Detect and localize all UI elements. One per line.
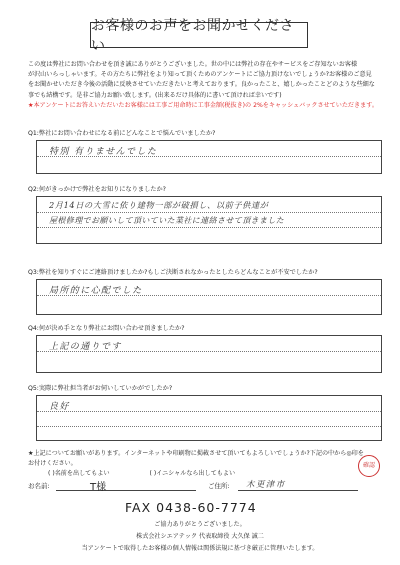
answer-2-text-line2: 屋根修理でお願いして頂いていた業社に連絡させて頂きました [49, 216, 285, 225]
consent-option-name[interactable]: ( )名前を出してもよい [48, 470, 110, 477]
cashback-note: ★本アンケートにお答えいただいたお客様には工事ご用命時に工事金額(税抜き)の 2%をキャッシュバックさせていただきます。 [28, 101, 378, 109]
answer-1-text: 特別 有りませんでした [49, 147, 158, 157]
consent-option-initial[interactable]: ( )イニシャルなら出してもよい [149, 470, 236, 477]
company-text: 株式会社シエアテック 代表取締役 大久保 誠二 [136, 533, 264, 540]
answer-2-box [36, 196, 382, 244]
name-value: T様 [90, 482, 107, 493]
answer-3-box [36, 279, 382, 315]
answer-4-box [36, 335, 382, 373]
name-address-row [28, 478, 382, 494]
question-2-label: Q2:何がきっかけで弊社をお知りになりましたか? [28, 186, 166, 193]
question-5-label: Q5:実際に弊社担当者がお伺いしていかがでしたか? [28, 385, 173, 392]
intro-line: をお聞かせいただき今後の活動に反映させていただきたいと考えております。良かったこと、嬉しかったことどのような些細な [28, 81, 375, 89]
name-label: お名前: [28, 482, 50, 490]
address-value: 木更津市 [246, 480, 286, 490]
thanks-text: ご協力ありがとうございました。 [154, 521, 246, 528]
answer-5-text: 良好 [49, 402, 70, 412]
privacy-text: 当アンケートで取得したお客様の個人情報は関係法規に基づき厳正に管理いたします。 [81, 545, 319, 552]
answer-5-box [36, 395, 382, 441]
publication-consent [28, 450, 378, 479]
confirmation-stamp: 確認 [358, 455, 380, 477]
question-1-label: Q1:弊社にお問い合わせになる前にどんなことで悩んでいましたか? [28, 130, 216, 137]
consent-text-2: お付けください。 [28, 460, 77, 467]
answer-2-text-line1: 2月14日の大雪に依り建物一部が破損し、以前子供達が [49, 200, 269, 210]
consent-text: ★上記についてお願いがあります。インターネットや印刷物に掲載させて頂いてもよろしいでしょうか?下記の中から◎印を [28, 450, 364, 457]
answer-4-text: 上記の通りです [49, 342, 122, 352]
intro-line: 事でも結構です。是非ご協力お願い致します。(出来るだけ具体的に書いて頂ければ幸いです) [28, 91, 282, 99]
answer-1-box [36, 140, 382, 174]
intro-line: が沢山いらっしゃいます。その方たちに弊社をより知って頂くためのアンケートにご協力頂けないでしょうか?お客様のご意見 [28, 71, 372, 79]
question-3-label: Q3:弊社を知りすぐにご連絡頂けましたか?もしご決断されなかったとしたらどんなことが不安でしたか? [28, 269, 318, 276]
fax-number: FAX 0438-60-7774 [125, 500, 257, 515]
answer-3-text: 局所的に心配でした [49, 286, 143, 296]
intro-text [28, 60, 378, 111]
question-4-label: Q4:何が決め手となり弊社にお問い合わせ頂きましたか? [28, 325, 185, 332]
address-label: ご住所: [208, 482, 230, 490]
intro-line: この度は弊社にお問い合わせを頂き誠にありがとうございました。世の中には弊社の存在やサービスをご存知ないお客様 [28, 61, 358, 68]
page-title: お客様のお声をお聞かせください [90, 22, 308, 48]
